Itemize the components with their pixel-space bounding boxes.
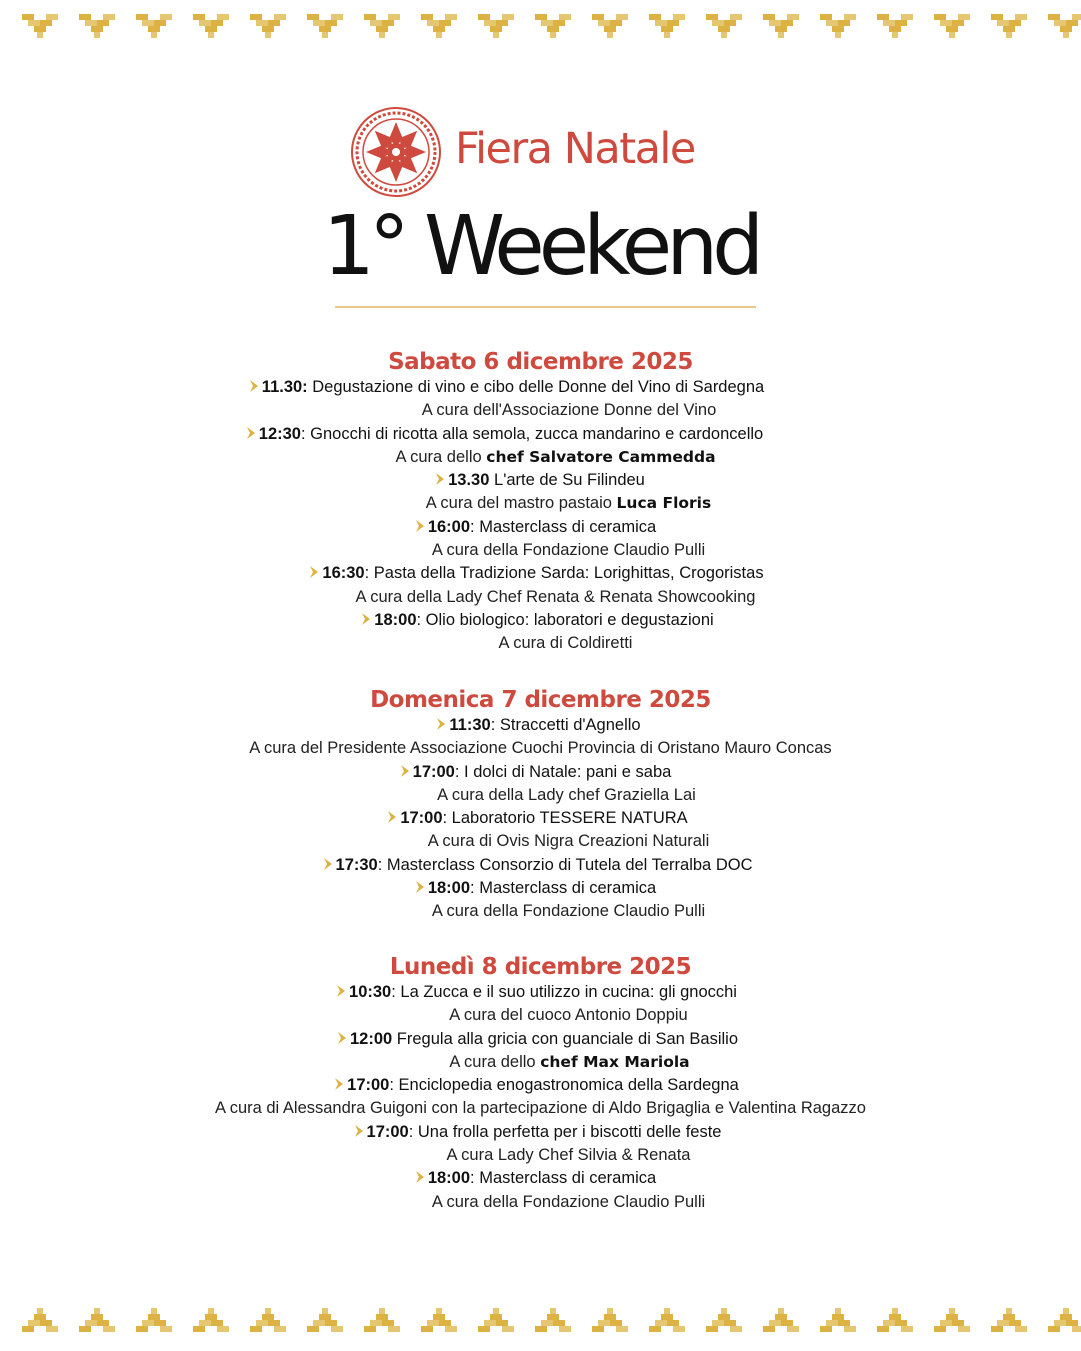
event-time: 11.30: [261,378,308,396]
event-time: 17:00 [366,1122,409,1141]
event-time: 12:00 [350,1029,393,1048]
event-credit: A cura Lady Chef Silvia & Renata [446,1146,691,1165]
arrow-icon [361,612,372,626]
event-line [0,854,1081,877]
event-line [0,562,1081,585]
arrow-icon [334,1077,345,1091]
event-credit: A cura della Fondazione Claudio Pulli [431,902,706,921]
event-time: 12:30 [258,424,301,443]
title-divider [335,306,756,308]
event-title: : Enciclopedia enogastronomica della Sardegna [389,1076,739,1095]
event-title: : Masterclass di ceramica [470,1169,657,1188]
arrow-icon [337,1031,348,1045]
top-pattern-border [0,0,1081,48]
event-line [0,877,1081,900]
event-time: 17:00 [412,762,455,781]
arrow-icon [415,1170,426,1184]
event-time: 13.30 [448,471,490,490]
arrow-icon [249,379,260,393]
event-credit: A cura della Lady Chef Renata & Renata Showcooking [355,587,756,606]
event-credit: A cura dello chef Salvatore Cammedda [395,447,716,466]
event-title: : Una frolla perfetta per i biscotti delle feste [408,1122,722,1141]
arrow-icon [309,565,320,579]
event-time: 18:00 [374,610,417,629]
arrow-icon [336,984,347,998]
event-line [0,981,1081,1004]
event-line [0,1167,1081,1190]
event-line [0,1121,1081,1144]
event-credit: A cura dell'Associazione Donne del Vino [421,401,717,420]
event-time: 18:00 [427,879,471,898]
event-time: 17:30 [335,855,378,874]
day-title: Sabato 6 dicembre 2025 [388,349,693,375]
bottom-pattern-border [0,1300,1081,1348]
arrow-icon [387,810,398,824]
day-section-saturday [0,348,1081,656]
event-credit: A cura di Alessandra Guigoni con la partecipazione di Aldo Brigaglia e Valentina Ragazzo [215,1099,866,1118]
event-credit: A cura della Fondazione Claudio Pulli [431,1192,706,1211]
event-line [0,609,1081,632]
arrow-icon [246,426,257,440]
arrow-icon [435,472,446,486]
arrow-icon [400,764,411,778]
event-title: : Olio biologico: laboratori e degustazioni [416,610,714,629]
event-time: 11:30 [449,716,491,734]
event-time: 16:00 [427,517,471,536]
arrow-icon [354,1124,365,1138]
event-credit: A cura di Coldiretti [498,634,633,653]
event-title: L'arte de Su Filindeu [494,471,645,490]
credit-name: chef Salvatore Cammedda [486,447,716,466]
event-credit: A cura della Fondazione Claudio Pulli [431,541,706,560]
event-credit: A cura del Presidente Associazione Cuochi Provincia di Oristano Mauro Concas [249,739,832,758]
event-line [0,1074,1081,1097]
day-title: Domenica 7 dicembre 2025 [370,687,711,713]
event-title: : Masterclass di ceramica [470,517,657,536]
arrow-icon [323,857,334,871]
arrow-icon [415,519,426,533]
event-credit: A cura del cuoco Antonio Doppiu [449,1006,688,1025]
arrow-icon [436,717,447,731]
event-title: Fregula alla gricia con guanciale di San Basilio [396,1029,738,1048]
event-line [0,807,1081,830]
fiera-natale-logo [350,106,745,198]
day-title: Lunedì 8 dicembre 2025 [389,954,692,980]
event-title: : Laboratorio TESSERE NATURA [442,809,688,828]
event-title: Degustazione di vino e cibo delle Donne del Vino di Sardegna [312,378,765,396]
event-line [0,1028,1081,1051]
day-section-sunday [0,686,1081,924]
page-title: 1° Weekend [322,199,759,294]
event-line [0,469,1081,492]
mandala-emblem-icon [350,106,442,198]
event-title: : Pasta della Tradizione Sarda: Lorighittas, Crogoristas [364,564,764,583]
event-line [0,516,1081,539]
event-title: : La Zucca e il suo utilizzo in cucina: gli gnocchi [391,983,737,1001]
event-title: : I dolci di Natale: pani e saba [454,762,672,781]
arrow-icon [415,880,426,894]
event-title: : Masterclass Consorzio di Tutela del Terralba DOC [377,855,753,874]
event-line [0,376,1081,399]
event-title: : Masterclass di ceramica [470,879,657,898]
event-title: : Straccetti d'Agnello [490,716,641,734]
event-time: 18:00 [427,1169,471,1188]
event-time: 17:00 [347,1076,390,1095]
event-credit: A cura del mastro pastaio Luca Floris [425,494,712,513]
logo-text: Fiera Natale [455,124,695,174]
day-section-monday [0,953,1081,1214]
event-time: 17:00 [400,809,443,828]
credit-name: chef Max Mariola [540,1052,690,1071]
event-time: 16:30 [322,564,365,583]
event-line [0,714,1081,737]
event-line [0,761,1081,784]
event-credit: A cura dello chef Max Mariola [449,1052,690,1071]
event-title: : Gnocchi di ricotta alla semola, zucca mandarino e cardoncello [300,424,764,443]
credit-name: Luca Floris [616,494,712,513]
event-line [0,423,1081,446]
event-time: 10:30 [349,983,392,1001]
event-credit: A cura della Lady chef Graziella Lai [437,785,696,804]
event-credit: A cura di Ovis Nigra Creazioni Naturali [427,832,710,851]
